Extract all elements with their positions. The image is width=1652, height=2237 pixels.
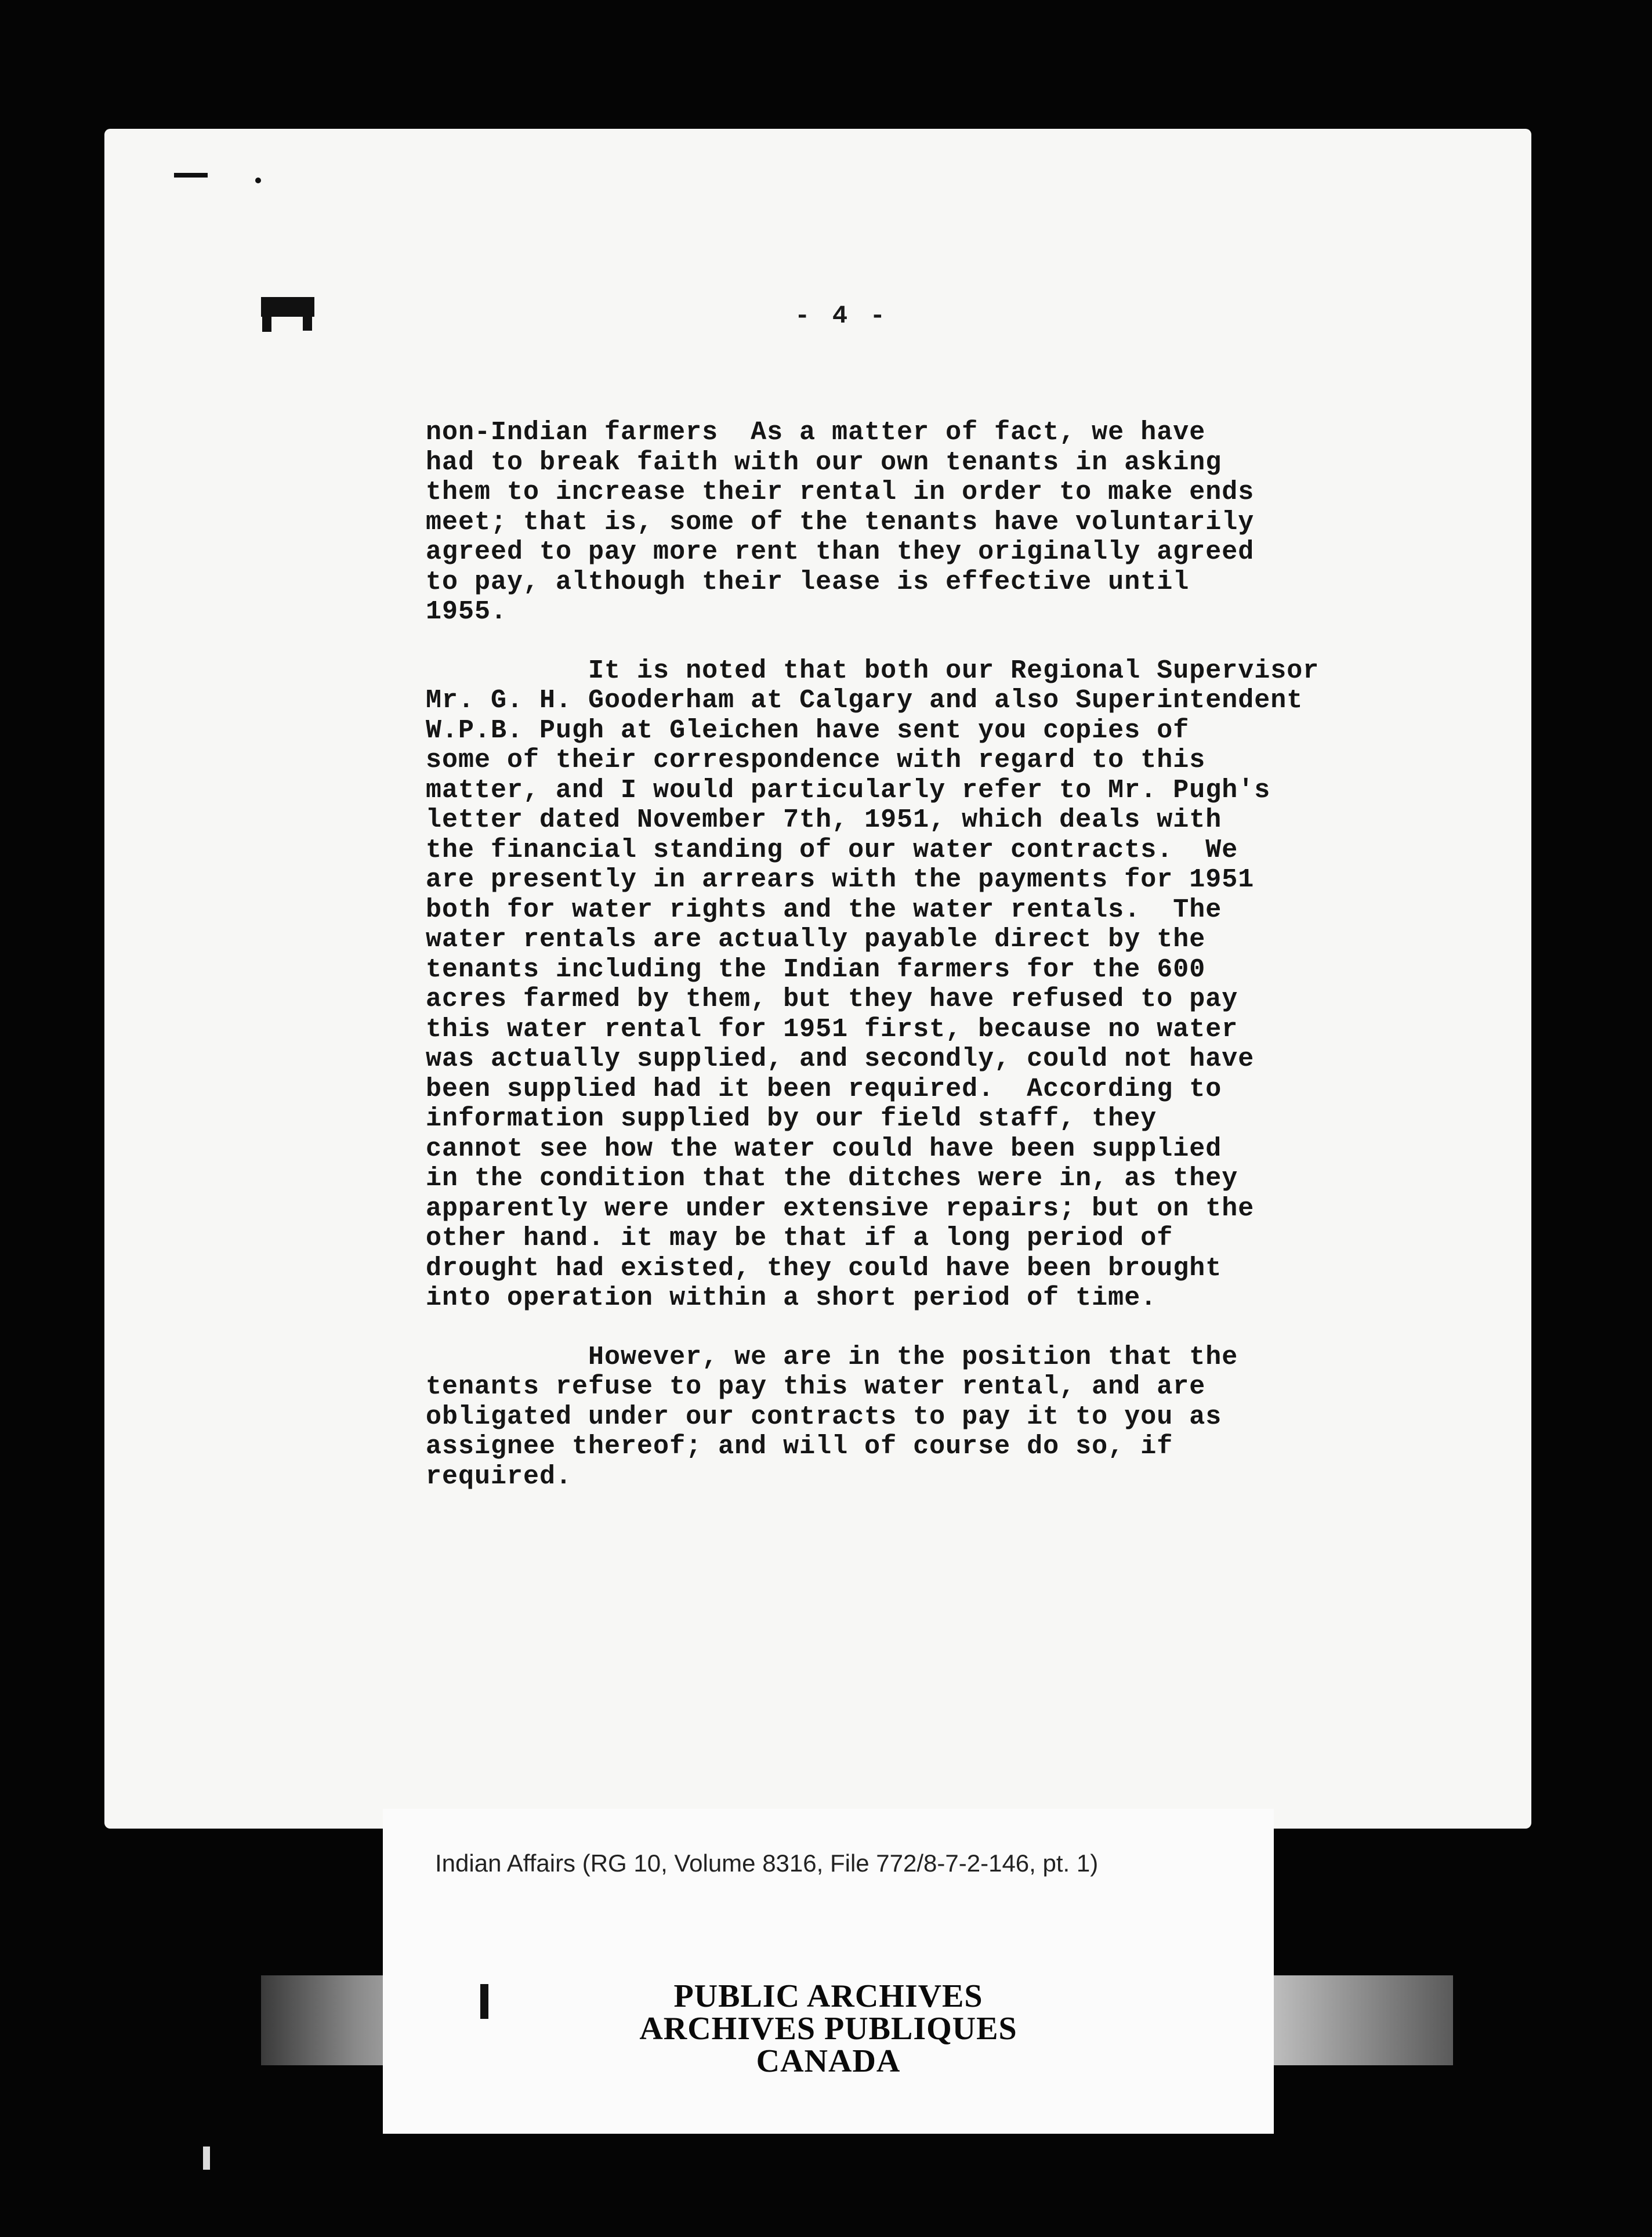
- archive-label: [383, 1809, 1274, 2134]
- stamp-line: CANADA: [756, 2043, 901, 2079]
- text-line: Mr. G. H. Gooderham at Calgary and also Superintendent: [426, 686, 1303, 715]
- paragraph-2: [426, 656, 1412, 1313]
- text-line: acres farmed by them, but they have refused to pay: [426, 984, 1238, 1014]
- text-line: letter dated November 7th, 1951, which deals with: [426, 805, 1222, 835]
- text-line: required.: [426, 1461, 573, 1492]
- text-line: 1955.: [426, 597, 508, 627]
- text-line: both for water rights and the water rentals. The: [426, 895, 1222, 925]
- text-line: are presently in arrears with the payments for 1951: [426, 865, 1255, 895]
- text-line: tenants including the Indian farmers for the 600: [426, 954, 1206, 984]
- corner-mark-stem: [262, 307, 271, 332]
- text-line: other hand. it may be that if a long period of: [426, 1224, 1173, 1253]
- text-line: drought had existed, they could have been brought: [426, 1253, 1222, 1283]
- paragraph-1: [426, 418, 1412, 627]
- page-number: - 4 -: [795, 302, 889, 331]
- stamp-line: ARCHIVES PUBLIQUES: [639, 2011, 1017, 2047]
- text-line: assignee thereof; and will of course do so, if: [426, 1432, 1173, 1461]
- text-line: was actually supplied, and secondly, could not have: [426, 1044, 1255, 1074]
- letter-body: [426, 418, 1412, 1492]
- stamp-line: PUBLIC ARCHIVES: [673, 1978, 983, 2014]
- text-line: in the condition that the ditches were in, as they: [426, 1164, 1238, 1193]
- text-line: information supplied by our field staff, they: [426, 1104, 1157, 1134]
- text-line: W.P.B. Pugh at Gleichen have sent you copies of: [426, 715, 1190, 745]
- text-line: had to break faith with our own tenants in asking: [426, 447, 1222, 477]
- paragraph-3: [426, 1342, 1412, 1492]
- text-line: obligated under our contracts to pay it to you as: [426, 1402, 1222, 1432]
- speck: [255, 178, 261, 183]
- text-line: non-Indian farmers As a matter of fact, we have: [426, 418, 1206, 447]
- speck: [174, 173, 208, 178]
- text-line: meet; that is, some of the tenants have voluntarily: [426, 507, 1255, 537]
- text-line: matter, and I would particularly refer to Mr. Pugh's: [426, 775, 1271, 805]
- speck: [203, 2146, 210, 2170]
- text-line: It is noted that both our Regional Supervisor: [426, 656, 1320, 686]
- text-line: agreed to pay more rent than they originally agreed: [426, 537, 1255, 567]
- text-line: this water rental for 1951 first, because no water: [426, 1014, 1238, 1044]
- text-line: into operation within a short period of time.: [426, 1283, 1157, 1313]
- text-line: them to increase their rental in order to make ends: [426, 477, 1255, 507]
- text-line: been supplied had it been required. According to: [426, 1074, 1222, 1104]
- speck: [480, 1984, 488, 2019]
- archive-stamp: [383, 1980, 1274, 2077]
- text-line: apparently were under extensive repairs; but on the: [426, 1193, 1255, 1224]
- text-line: the financial standing of our water contracts. We: [426, 835, 1238, 865]
- text-line: tenants refuse to pay this water rental, and are: [426, 1372, 1206, 1402]
- text-line: some of their correspondence with regard to this: [426, 745, 1206, 775]
- text-line: water rentals are actually payable direct by the: [426, 925, 1206, 954]
- text-line: However, we are in the position that the: [426, 1342, 1238, 1372]
- text-line: cannot see how the water could have been supplied: [426, 1134, 1222, 1164]
- corner-mark-stem: [303, 307, 312, 331]
- text-line: to pay, although their lease is effective until: [426, 567, 1190, 597]
- archive-reference: Indian Affairs (RG 10, Volume 8316, File 772/8-7-2-146, pt. 1): [435, 1849, 1099, 1877]
